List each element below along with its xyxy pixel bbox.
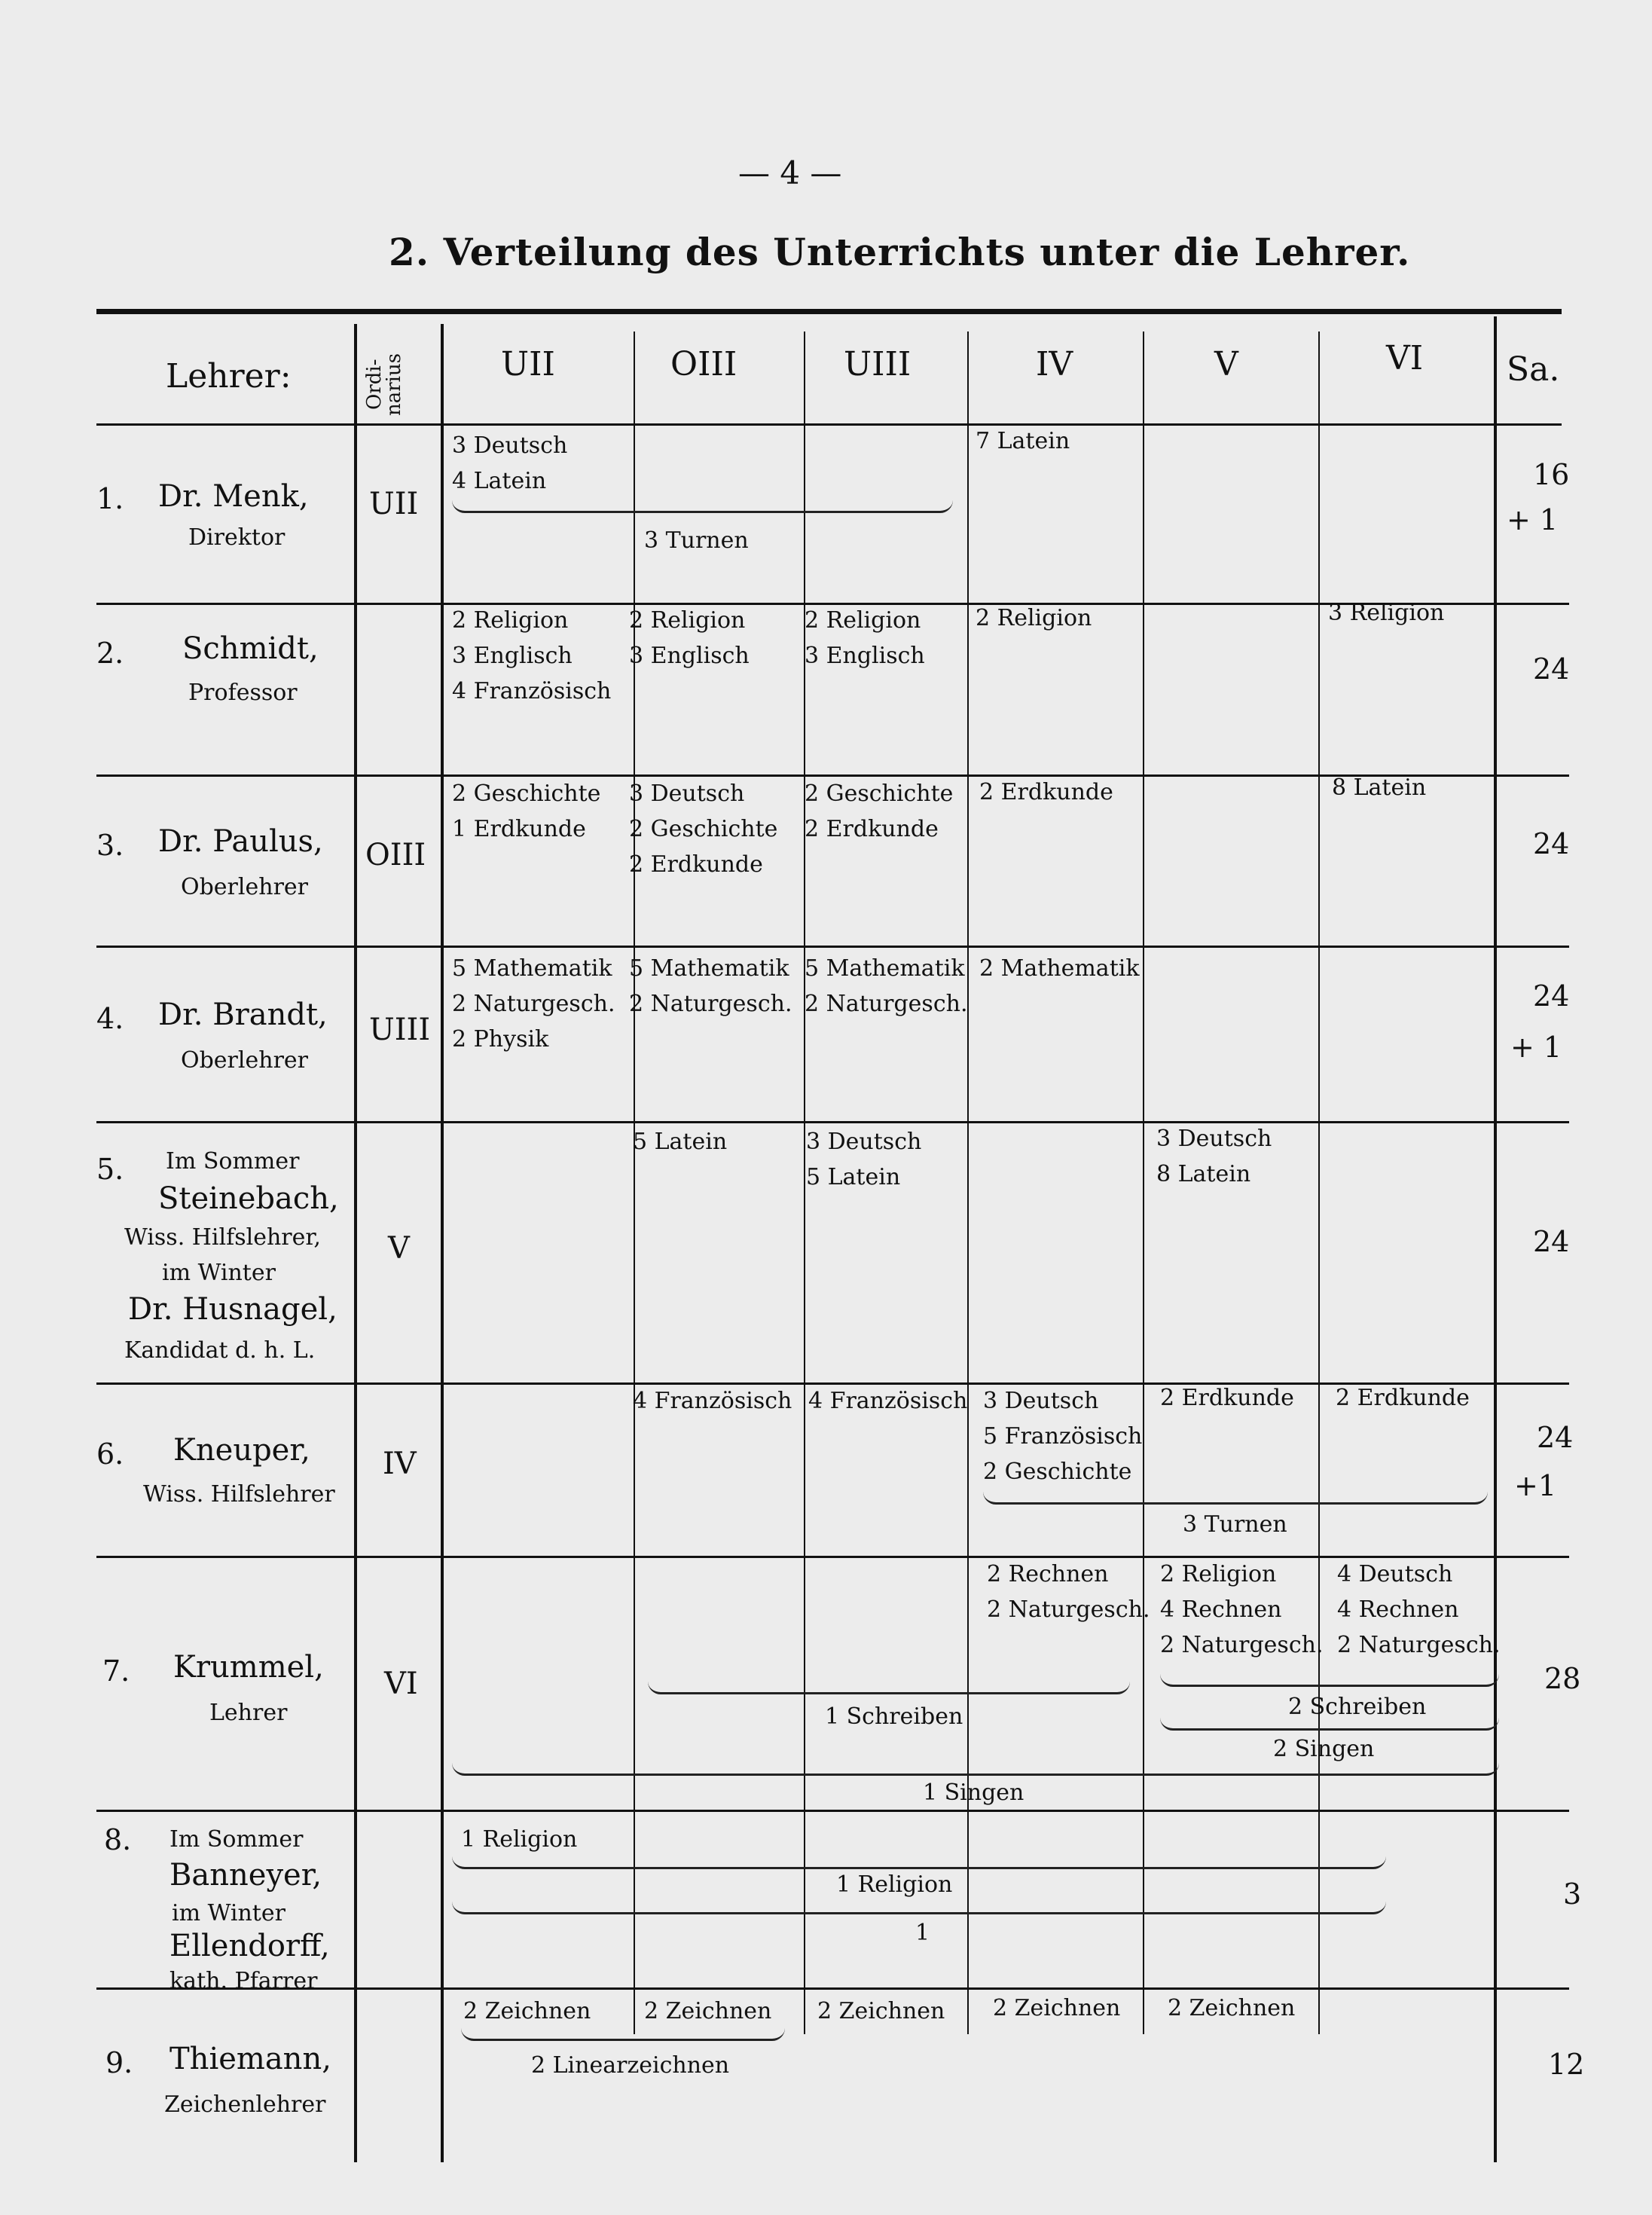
teacher-name-line: im Winter (172, 1900, 286, 1926)
teacher-name-line: im Winter (162, 1260, 276, 1286)
header-class-vi: VI (1386, 339, 1424, 377)
page-title: 2. Verteilung des Unterrichts unter die Lehrer. (389, 230, 1411, 274)
row-separator (96, 1810, 1569, 1812)
header-teacher: Lehrer: (166, 357, 292, 396)
cell-vi: 3 Religion (1328, 600, 1445, 626)
cell-uiii: 2 Religion 3 Englisch (805, 607, 925, 669)
teacher-title: kath. Pfarrer (169, 1968, 318, 1994)
cell-iv: 3 Deutsch 5 Französisch 2 Geschichte (983, 1388, 1143, 1485)
row-number: 2. (96, 637, 124, 670)
column-separator (1494, 316, 1497, 2162)
teacher-title: Kandidat d. h. L. (124, 1337, 316, 1364)
span-label: 3 Turnen (1183, 1511, 1287, 1538)
span-brace (1160, 1674, 1499, 1687)
cell-iv: 7 Latein (976, 428, 1070, 454)
teacher-name: Krummel, (173, 1650, 324, 1685)
cell-uii: 2 Geschichte 1 Erdkunde (452, 781, 601, 842)
cell-uiii: 5 Mathematik 2 Naturgesch. (805, 955, 968, 1017)
cell-v: 2 Erdkunde (1160, 1385, 1294, 1411)
teacher-title: Direktor (188, 524, 286, 551)
span-brace (461, 2028, 785, 2041)
cell-iv: 2 Zeichnen (993, 1995, 1121, 2021)
span-brace (452, 500, 953, 513)
header-class-uiii: UIII (844, 345, 912, 383)
span-brace (452, 1902, 1386, 1914)
row-sum: 3 (1563, 1877, 1582, 1911)
cell-uii: 3 Deutsch 4 Latein (452, 432, 568, 494)
header-class-v: V (1214, 345, 1238, 383)
cell-vi: 4 Deutsch 4 Rechnen 2 Naturgesch. (1337, 1561, 1501, 1658)
cell-uii: 2 Religion 3 Englisch 4 Französisch (452, 607, 612, 704)
cell-oiii: 2 Religion 3 Englisch (629, 607, 750, 669)
header-class-oiii: OIII (670, 345, 737, 383)
span-label: 1 Singen (923, 1780, 1024, 1806)
header-ordinarius: Ordi-narius (363, 353, 405, 416)
ordinarius-value: VI (384, 1667, 418, 1701)
teacher-name: Dr. Paulus, (158, 824, 323, 859)
teacher-title: Lehrer (209, 1700, 288, 1726)
teacher-title: Oberlehrer (181, 1047, 308, 1074)
ordinarius-value: OIII (365, 838, 426, 872)
row-number: 5. (96, 1153, 124, 1186)
ordinarius-value: UIII (369, 1013, 431, 1047)
table-top-rule (96, 309, 1562, 314)
row-number: 7. (102, 1654, 130, 1688)
cell-iv: 2 Religion (976, 605, 1092, 631)
ordinarius-value: UII (369, 487, 419, 521)
span-label: 1 (915, 1920, 930, 1946)
header-class-uii: UII (501, 345, 555, 383)
row-sum-extra: + 1 (1510, 1031, 1562, 1064)
span-brace (452, 1763, 1499, 1776)
span-label: 1 Religion (836, 1871, 953, 1898)
cell-v: 2 Zeichnen (1168, 1995, 1296, 2021)
column-separator (804, 331, 805, 2034)
row-number: 6. (96, 1437, 124, 1471)
span-label: 1 Schreiben (825, 1703, 963, 1730)
row-number: 4. (96, 1002, 124, 1035)
row-separator (96, 1121, 1569, 1123)
row-number: 8. (104, 1823, 132, 1856)
page-number: — 4 — (738, 154, 842, 191)
teacher-name: Dr. Brandt, (158, 998, 328, 1032)
cell-vi: 8 Latein (1332, 774, 1427, 801)
column-separator (1318, 331, 1320, 2034)
span-brace (648, 1682, 1130, 1694)
cell-v: 2 Religion 4 Rechnen 2 Naturgesch. (1160, 1561, 1324, 1658)
row-number: 3. (96, 829, 124, 862)
row-sum-extra: +1 (1514, 1469, 1557, 1502)
row-sum: 24 (1537, 1421, 1574, 1454)
header-bottom-rule (96, 423, 1562, 426)
teacher-name: Ellendorff, (169, 1929, 330, 1963)
cell-oiii: 4 Französisch (633, 1388, 792, 1414)
ordinarius-value: V (388, 1231, 410, 1266)
span-brace (983, 1492, 1488, 1505)
header-class-iv: IV (1036, 345, 1073, 383)
cell-uiii: 2 Geschichte 2 Erdkunde (805, 781, 954, 842)
span-label: 3 Turnen (644, 527, 749, 554)
teacher-name-line: Im Sommer (169, 1826, 304, 1853)
row-sum: 16 (1533, 458, 1570, 491)
teacher-name: Steinebach, (158, 1181, 339, 1216)
cell-oiii: 5 Latein (633, 1129, 728, 1155)
row-sum: 24 (1533, 979, 1570, 1013)
teacher-title: Zeichenlehrer (164, 2091, 326, 2118)
teacher-title: Oberlehrer (181, 874, 308, 900)
column-separator (634, 331, 635, 2034)
teacher-name: Dr. Husnagel, (128, 1292, 337, 1327)
column-separator (441, 324, 444, 2162)
span-brace (1160, 1718, 1499, 1731)
cell-iv: 2 Mathematik (979, 955, 1140, 982)
row-sum: 28 (1544, 1662, 1581, 1695)
cell-oiii: 5 Mathematik 2 Naturgesch. (629, 955, 792, 1017)
cell-uii: 2 Zeichnen (463, 1998, 591, 2024)
span-label: 2 Schreiben (1288, 1694, 1427, 1720)
teacher-name-line: Im Sommer (166, 1148, 300, 1175)
row-separator (96, 946, 1569, 948)
row-sum: 24 (1533, 827, 1570, 860)
teacher-title: Professor (188, 680, 298, 706)
bleed-through-texture (520, 143, 539, 213)
cell-uiii: 4 Französisch (808, 1388, 968, 1414)
header-sum: Sa. (1507, 350, 1560, 389)
cell-iv: 2 Rechnen 2 Naturgesch. (987, 1561, 1150, 1623)
row-number: 1. (96, 482, 124, 515)
cell-uii: 5 Mathematik 2 Naturgesch. 2 Physik (452, 955, 615, 1053)
span-label: 2 Singen (1273, 1736, 1375, 1762)
teacher-title: Wiss. Hilfslehrer (143, 1481, 335, 1508)
teacher-name: Banneyer, (169, 1858, 322, 1893)
cell-oiii: 3 Deutsch 2 Geschichte 2 Erdkunde (629, 781, 778, 878)
cell-iv: 2 Erdkunde (979, 779, 1113, 805)
cell-uiii: 3 Deutsch 5 Latein (806, 1129, 922, 1190)
row-number: 9. (105, 2046, 133, 2079)
column-separator (354, 324, 357, 2162)
cell-uii: 1 Religion (461, 1826, 578, 1853)
ordinarius-value: IV (383, 1447, 417, 1481)
teacher-name: Schmidt, (182, 631, 319, 666)
cell-oiii: 2 Zeichnen (644, 1998, 772, 2024)
cell-uiii: 2 Zeichnen (817, 1998, 945, 2024)
row-sum: 24 (1533, 1225, 1570, 1258)
teacher-name: Thiemann, (169, 2042, 331, 2076)
row-sum-extra: + 1 (1507, 503, 1559, 536)
row-sum: 12 (1548, 2048, 1585, 2081)
teacher-name: Dr. Menk, (158, 479, 309, 514)
teacher-name: Kneuper, (173, 1433, 310, 1468)
row-sum: 24 (1533, 652, 1570, 686)
cell-vi: 2 Erdkunde (1336, 1385, 1470, 1411)
cell-v: 3 Deutsch 8 Latein (1156, 1126, 1272, 1187)
teacher-title: Wiss. Hilfslehrer, (124, 1224, 321, 1251)
span-label: 2 Linearzeichnen (531, 2052, 730, 2079)
column-separator (1143, 331, 1144, 2034)
